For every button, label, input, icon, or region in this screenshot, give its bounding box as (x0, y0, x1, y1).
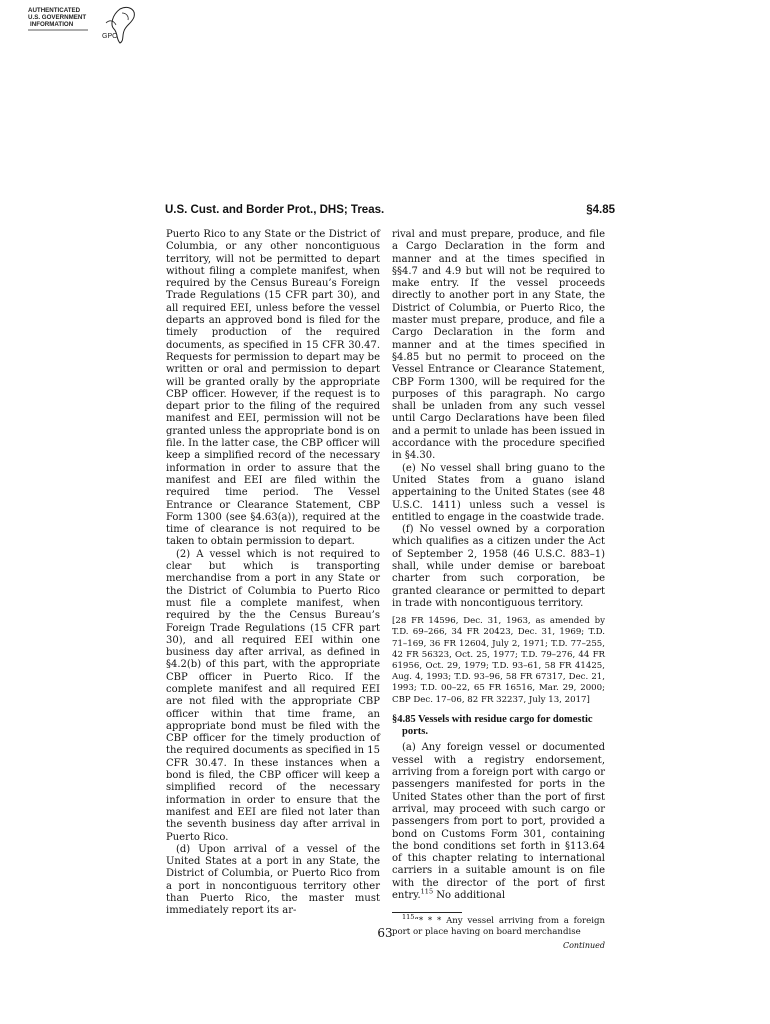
section-heading: §4.85 Vessels with residue cargo for domestic ports. (392, 713, 593, 738)
footnote (392, 913, 605, 938)
logo-line-4: GPO (102, 33, 118, 40)
running-head (165, 204, 615, 220)
section-paragraph (392, 742, 605, 902)
footnote-text: “* * * Any vessel arriving from a foreign port or place having on board merchandise (392, 916, 605, 938)
left-column (166, 229, 380, 918)
paragraph: rival and must prepare, produce, and file a Cargo Declaration in the form and manner and at the times specified in §§4.7 and 4.9 but will not be required to make entry. If the vessel proceeds directly to another port in any State, the District of Columbia, or Puerto Rico, the master must prepare, produce, and file a Cargo Declaration in the form and manner and at the times specified in §4.85 but no permit to proceed on the Vessel Entrance or Clearance Statement, CBP Form 1300, will be required for the purposes of this paragraph. No cargo shall be unladen from any such vessel until Cargo Declarations have been filed and a permit to unlade has been issued in accordance with the procedure specified in §4.30. (392, 229, 605, 462)
paragraph: (e) No vessel shall bring guano to the United States from a guano island appertaining to the United States (see 48 U.S.C. 1411) unless such a vessel is entitled to engage in the coastwide trade. (392, 462, 605, 523)
page-number: 63 (377, 926, 393, 940)
running-head-section: §4.85 (586, 204, 615, 216)
source-citation: [28 FR 14596, Dec. 31, 1963, as amended by T.D. 69–266, 34 FR 20423, Dec. 31, 1969; T.D. 71–169, 36 FR 12604, July 2, 1971; T.D. 77–255, 42 FR 56323, Oct. 25, 1977; T.D. 79–276, 44 FR 61956, Oct. 29, 1979; T.D. 93–61, 58 FR 41425, Aug. 4, 1993; T.D. 93–96, 58 FR 67317, Dec. 21, 1993; T.D. 00–22, 65 FR 16516, Mar. 29, 2000; CBP Dec. 17–06, 82 FR 32237, July 13, 2017] (392, 616, 605, 705)
gpo-authentication-logo (28, 3, 144, 49)
continued-label: Continued (562, 940, 605, 950)
paragraph: (2) A vessel which is not required to clear but which is transporting merchandise from a port in any State or the District of Columbia to Puerto Rico must file a complete manifest, when required by the the Census Bureau’s Foreign Trade Regulations (15 CFR part 30), and all required EEI within one business day after arrival, as defined in §4.2(b) of this part, with the appropriate CBP officer in Puerto Rico. If the complete manifest and all required EEI are not filed with the appropriate CBP officer within that time frame, an appropriate bond must be filed with the CBP officer for the timely production of the required documents as specified in 15 CFR 30.47. In these instances when a bond is filed, the CBP officer will keep a simplified record of the necessary information in order to ensure that the manifest and EEI are filed not later than the seventh business day after arrival in Puerto Rico. (166, 548, 380, 843)
logo-line-1: AUTHENTICATED (28, 7, 81, 14)
right-column (392, 229, 605, 952)
logo-line-3: INFORMATION (30, 21, 74, 28)
footnote-reference: 115 (420, 887, 434, 896)
running-head-title: U.S. Cust. and Border Prot., DHS; Treas. (165, 204, 385, 216)
paragraph: Puerto Rico to any State or the District of Columbia, or any other noncontiguous territory, will not be permitted to depart without filing a complete manifest, when required by the Census Bureau’s Foreign Trade Regulations (15 CFR part 30), and all required EEI, unless before the vessel departs an approved bond is filed for the timely production of the required documents, as specified in 15 CFR 30.47. Requests for permission to depart may be written or oral and permission to depart will be granted orally by the appropriate CBP officer. However, if the request is to depart prior to the filing of the required manifest and EEI, permission will not be granted unless the appropriate bond is on file. In the latter case, the CBP officer will keep a simplified record of the necessary information in order to assure that the manifest and EEI are filed within the required time period. The Vessel Entrance or Clearance Statement, CBP Form 1300 (see §4.63(a)), required at the time of clearance is not required to be taken to obtain permission to depart. (166, 229, 380, 548)
logo-line-2: U.S. GOVERNMENT (28, 14, 87, 21)
eagle-icon (28, 3, 144, 49)
section-text-tail: No additional (433, 889, 506, 901)
footnote-marker: 115 (402, 913, 415, 922)
section-text: (a) Any foreign vessel or documented vessel with a registry endorsement, arriving from a foreign port with cargo or passengers manifested for ports in the United States other than the port of first arrival, may proceed with such cargo or passengers from port to port, provided a bond on Customs Form 301, containing the bond conditions set forth in §113.64 of this chapter relating to international carriers in a suitable amount is on file with the director of the port of first entry. (392, 742, 605, 901)
paragraph: (d) Upon arrival of a vessel of the United States at a port in any State, the District of Columbia, or Puerto Rico from a port in noncontiguous territory other than Puerto Rico, the master must immediately report its ar- (166, 843, 380, 917)
paragraph: (f) No vessel owned by a corporation which qualifies as a citizen under the Act of September 2, 1958 (46 U.S.C. 883–1) shall, while under demise or bareboat charter from such corporation, be granted clearance or permitted to depart in trade with noncontiguous territory. (392, 524, 605, 609)
